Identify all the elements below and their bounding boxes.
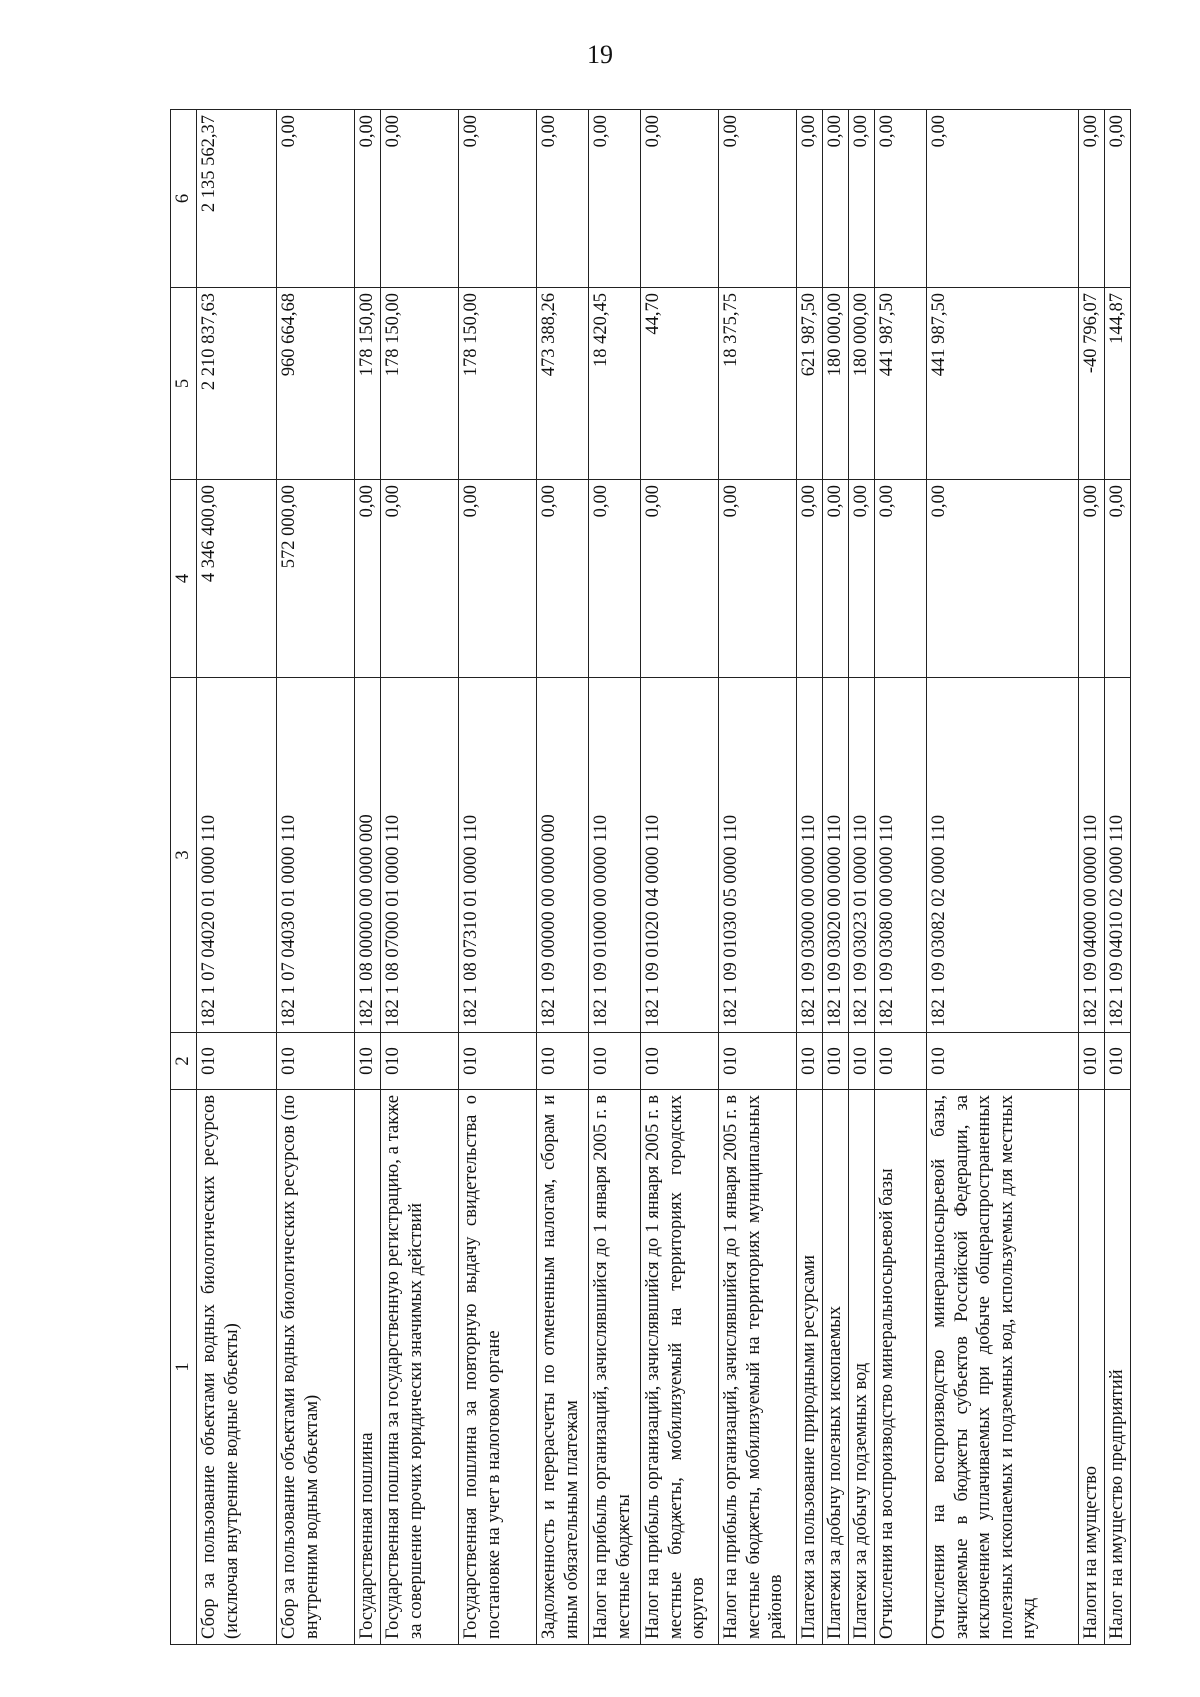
actual-amount: 621 987,50: [797, 288, 823, 480]
actual-amount: 18 420,45: [589, 288, 641, 480]
planned-amount: 0,00: [875, 480, 927, 678]
table-row: [797, 110, 823, 1645]
classification-code: 182 1 08 07000 01 0000 110: [381, 678, 459, 1033]
classification-code: 182 1 09 01030 05 0000 110: [719, 678, 797, 1033]
actual-amount: 18 375,75: [719, 288, 797, 480]
unfulfilled-amount: 0,00: [641, 110, 719, 288]
unfulfilled-amount: 0,00: [537, 110, 589, 288]
actual-amount: 178 150,00: [381, 288, 459, 480]
table-row: [927, 110, 1079, 1645]
line-code: 010: [719, 1033, 797, 1090]
classification-code: 182 1 09 03082 02 0000 110: [927, 678, 1079, 1033]
classification-code: 182 1 09 01000 00 0000 110: [589, 678, 641, 1033]
unfulfilled-amount: 0,00: [381, 110, 459, 288]
unfulfilled-amount: 0,00: [849, 110, 875, 288]
actual-amount: 180 000,00: [849, 288, 875, 480]
column-header: 2: [171, 1033, 197, 1090]
classification-code: 182 1 09 00000 00 0000 000: [537, 678, 589, 1033]
planned-amount: 4 346 400,00: [197, 480, 277, 678]
classification-code: 182 1 09 03020 00 0000 110: [823, 678, 849, 1033]
unfulfilled-amount: 0,00: [589, 110, 641, 288]
line-code: 010: [823, 1033, 849, 1090]
table-row: [641, 110, 719, 1645]
actual-amount: 473 388,26: [537, 288, 589, 480]
income-name: Налог на прибыль организаций, зачислявшийся до 1 января 2005 г. в местные бюджеты, мобилизуемый на территориях городских округов: [641, 1090, 719, 1645]
actual-amount: 44,70: [641, 288, 719, 480]
income-name: Сбор за пользование объектами водных биологических ресурсов (по внутренним водным объектам): [277, 1090, 355, 1645]
classification-code: 182 1 07 04030 01 0000 110: [277, 678, 355, 1033]
unfulfilled-amount: 0,00: [875, 110, 927, 288]
classification-code: 182 1 08 07310 01 0000 110: [459, 678, 537, 1033]
table-row: [1105, 110, 1131, 1645]
rotated-table-container: [170, 110, 1127, 1645]
classification-code: 182 1 09 01020 04 0000 110: [641, 678, 719, 1033]
unfulfilled-amount: 0,00: [459, 110, 537, 288]
unfulfilled-amount: 0,00: [1105, 110, 1131, 288]
table-row: [719, 110, 797, 1645]
classification-code: 182 1 08 00000 00 0000 000: [355, 678, 381, 1033]
column-number-row: [171, 110, 197, 1645]
table-row: [277, 110, 355, 1645]
income-name: Налоги на имущество: [1079, 1090, 1105, 1645]
income-name: Платежи за добычу подземных вод: [849, 1090, 875, 1645]
line-code: 010: [537, 1033, 589, 1090]
classification-code: 182 1 09 03023 01 0000 110: [849, 678, 875, 1033]
actual-amount: -40 796,07: [1079, 288, 1105, 480]
line-code: 010: [1105, 1033, 1131, 1090]
planned-amount: 0,00: [641, 480, 719, 678]
table-row: [849, 110, 875, 1645]
classification-code: 182 1 09 04000 00 0000 110: [1079, 678, 1105, 1033]
table-row: [1079, 110, 1105, 1645]
line-code: 010: [589, 1033, 641, 1090]
table-row: [197, 110, 277, 1645]
planned-amount: 0,00: [1079, 480, 1105, 678]
actual-amount: 178 150,00: [355, 288, 381, 480]
income-name: Налог на прибыль организаций, зачислявшийся до 1 января 2005 г. в местные бюджеты, мобилизуемый на территориях муниципальных районов: [719, 1090, 797, 1645]
line-code: 010: [459, 1033, 537, 1090]
budget-table: [170, 109, 1131, 1645]
line-code: 010: [197, 1033, 277, 1090]
income-name: Государственная пошлина за повторную выдачу свидетельства о постановке на учет в налоговом органе: [459, 1090, 537, 1645]
income-name: Государственная пошлина за государственную регистрацию, а также за совершение прочих юридически значимых действий: [381, 1090, 459, 1645]
income-name: Сбор за пользование объектами водных биологических ресурсов (исключая внутренние водные объекты): [197, 1090, 277, 1645]
classification-code: 182 1 09 03080 00 0000 110: [875, 678, 927, 1033]
actual-amount: 178 150,00: [459, 288, 537, 480]
income-name: Государственная пошлина: [355, 1090, 381, 1645]
unfulfilled-amount: 0,00: [355, 110, 381, 288]
classification-code: 182 1 09 04010 02 0000 110: [1105, 678, 1131, 1033]
income-name: Задолженность и перерасчеты по отмененным налогам, сборам и иным обязательным платежам: [537, 1090, 589, 1645]
planned-amount: 0,00: [849, 480, 875, 678]
column-header: 4: [171, 480, 197, 678]
line-code: 010: [927, 1033, 1079, 1090]
line-code: 010: [381, 1033, 459, 1090]
line-code: 010: [641, 1033, 719, 1090]
income-name: Отчисления на воспроизводство минеральносырьевой базы, зачисляемые в бюджеты субъектов Российской Федерации, за исключением уплачиваемых при добыче общераспространенных полезных ископаемых и подземных вод, используемых для местных нужд: [927, 1090, 1079, 1645]
table-row: [875, 110, 927, 1645]
actual-amount: 960 664,68: [277, 288, 355, 480]
classification-code: 182 1 07 04020 01 0000 110: [197, 678, 277, 1033]
table-row: [355, 110, 381, 1645]
table-row: [589, 110, 641, 1645]
line-code: 010: [875, 1033, 927, 1090]
page-number: 19: [587, 40, 613, 69]
planned-amount: 0,00: [797, 480, 823, 678]
income-name: Налог на имущество предприятий: [1105, 1090, 1131, 1645]
table-row: [537, 110, 589, 1645]
column-header: 1: [171, 1090, 197, 1645]
income-name: Отчисления на воспроизводство минеральносырьевой базы: [875, 1090, 927, 1645]
planned-amount: 0,00: [537, 480, 589, 678]
table-row: [459, 110, 537, 1645]
table-row: [381, 110, 459, 1645]
planned-amount: 0,00: [1105, 480, 1131, 678]
income-name: Налог на прибыль организаций, зачислявшийся до 1 января 2005 г. в местные бюджеты: [589, 1090, 641, 1645]
planned-amount: 572 000,00: [277, 480, 355, 678]
planned-amount: 0,00: [355, 480, 381, 678]
actual-amount: 441 987,50: [875, 288, 927, 480]
planned-amount: 0,00: [589, 480, 641, 678]
column-header: 6: [171, 110, 197, 288]
table-row: [823, 110, 849, 1645]
line-code: 010: [797, 1033, 823, 1090]
unfulfilled-amount: 0,00: [277, 110, 355, 288]
line-code: 010: [849, 1033, 875, 1090]
actual-amount: 2 210 837,63: [197, 288, 277, 480]
unfulfilled-amount: 2 135 562,37: [197, 110, 277, 288]
classification-code: 182 1 09 03000 00 0000 110: [797, 678, 823, 1033]
planned-amount: 0,00: [381, 480, 459, 678]
actual-amount: 441 987,50: [927, 288, 1079, 480]
line-code: 010: [277, 1033, 355, 1090]
planned-amount: 0,00: [719, 480, 797, 678]
actual-amount: 144,87: [1105, 288, 1131, 480]
column-header: 5: [171, 288, 197, 480]
column-header: 3: [171, 678, 197, 1033]
planned-amount: 0,00: [823, 480, 849, 678]
line-code: 010: [355, 1033, 381, 1090]
unfulfilled-amount: 0,00: [797, 110, 823, 288]
income-name: Платежи за добычу полезных ископаемых: [823, 1090, 849, 1645]
unfulfilled-amount: 0,00: [719, 110, 797, 288]
unfulfilled-amount: 0,00: [1079, 110, 1105, 288]
income-name: Платежи за пользование природными ресурсами: [797, 1090, 823, 1645]
planned-amount: 0,00: [459, 480, 537, 678]
actual-amount: 180 000,00: [823, 288, 849, 480]
line-code: 010: [1079, 1033, 1105, 1090]
planned-amount: 0,00: [927, 480, 1079, 678]
unfulfilled-amount: 0,00: [927, 110, 1079, 288]
unfulfilled-amount: 0,00: [823, 110, 849, 288]
